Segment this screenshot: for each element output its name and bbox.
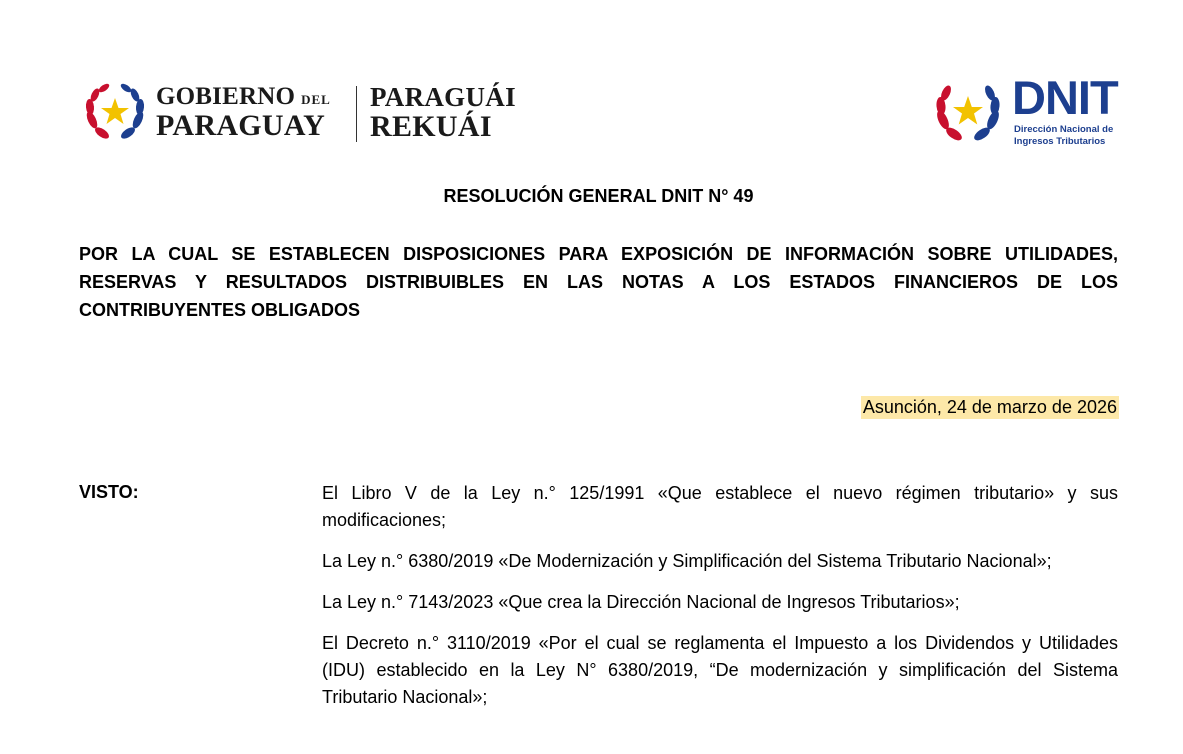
logo-divider [356, 86, 357, 142]
gobierno-word: GOBIERNO [156, 83, 296, 110]
paraguai-rekuai-text [370, 84, 516, 142]
dnit-subtitle [1014, 124, 1113, 148]
dnit-wordmark: DNIT [1012, 71, 1118, 124]
paraguay-word: PARAGUAY [156, 109, 326, 142]
del-word: DEL [301, 92, 331, 107]
paraguay-emblem-icon [82, 80, 148, 146]
dnit-logo [932, 71, 1122, 150]
gobierno-paraguay-logo [82, 80, 522, 146]
visto-item: El Decreto n.° 3110/2019 «Por el cual se reglamenta el Impuesto a los Dividendos y Utilidades (IDU) establecido en la Ley N° 6380/2019, “De modernización y simplificación del Sistema Tributario Nacional»; [322, 633, 1118, 707]
dnit-emblem-icon [932, 76, 1004, 148]
visto-item: El Libro V de la Ley n.° 125/1991 «Que establece el nuevo régimen tributario» y sus modificaciones; [322, 483, 1118, 530]
rekuai-word: REKUÁI [370, 110, 492, 143]
gobierno-text [156, 84, 331, 141]
paraguai-word: PARAGUÁI [370, 82, 516, 112]
resolution-title: RESOLUCIÓN GENERAL DNIT N° 49 [443, 186, 754, 206]
resolution-subtitle: POR LA CUAL SE ESTABLECEN DISPOSICIONES PARA EXPOSICIÓN DE INFORMACIÓN SOBRE UTILIDADES, RESERVAS Y RESULTADOS DISTRIBUIBLES EN LAS NOTAS A LOS ESTADOS FINANCIEROS DE LOS CONTRIBUYENTES OBLIGADOS [79, 244, 1118, 320]
visto-item: La Ley n.° 7143/2023 «Que crea la Dirección Nacional de Ingresos Tributarios»; [322, 592, 960, 612]
dnit-subtitle-line2: Ingresos Tributarios [1014, 136, 1106, 147]
visto-label: VISTO: [79, 482, 139, 502]
visto-list [322, 480, 1118, 725]
document-date: Asunción, 24 de marzo de 2026 [862, 397, 1117, 417]
visto-item: La Ley n.° 6380/2019 «De Modernización y Simplificación del Sistema Tributario Nacional»; [322, 551, 1052, 571]
dnit-subtitle-line1: Dirección Nacional de [1014, 124, 1114, 135]
